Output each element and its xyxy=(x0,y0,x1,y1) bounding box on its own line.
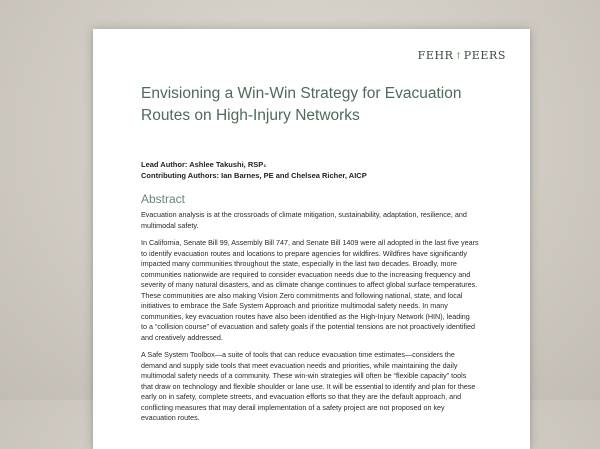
paragraph-line: conflicting measures that may derail implementation of a safety project are not proposed on key xyxy=(141,402,445,412)
paragraph-line: early on in safety, complete streets, and evacuation efforts so that they are the default approach, and xyxy=(141,392,462,401)
paragraph-line: to identify evacuation routes and locations to prepare agencies for wildfires. Wildfires have significantly xyxy=(141,248,468,258)
paragraph-line: and creatively addressed. xyxy=(141,332,223,342)
lead-author: Lead Author: Ashlee Takushi, RSP₁ xyxy=(141,160,267,169)
paragraph-line: demand and supply side tools that meet evacuation needs and priorities, while maintaining the daily xyxy=(141,360,458,370)
paragraph-line: that draw on technology and flexible shoulder or lane use. It will be essential to identify and plan for these xyxy=(141,381,476,391)
paragraph-line: evacuation routes. xyxy=(141,413,200,422)
contributing-authors: Contributing Authors: Ian Barnes, PE and Chelsea Richer, AICP xyxy=(141,171,367,180)
logo-word-right: PEERS xyxy=(463,49,506,62)
author-block xyxy=(141,159,367,181)
paragraph-line: impacted many communities throughout the state, especially in the last two decades. Broadly, more xyxy=(141,259,457,268)
title-line-2: Routes on High-Injury Networks xyxy=(141,107,360,124)
paragraph-line: communities nationwide are required to consider evacuation needs due to the increasing frequency and xyxy=(141,269,471,279)
document-page xyxy=(93,29,530,449)
abstract-paragraph xyxy=(141,238,493,343)
paragraph-line: In California, Senate Bill 99, Assembly Bill 747, and Senate Bill 1409 were all adopted in the last five years xyxy=(141,238,479,247)
paragraph-line: Evacuation analysis is at the crossroads of climate mitigation, sustainability, adaptation, resilience, and xyxy=(141,210,467,219)
title-line-1: Envisioning a Win-Win Strategy for Evacuation xyxy=(141,85,462,102)
logo-word-left: FEHR xyxy=(417,49,454,62)
paragraph-line: A Safe System Toolbox—a suite of tools that can reduce evacuation time estimates—considers the xyxy=(141,350,455,359)
paragraph-line: These communities are also making Vision Zero commitments and following national, state, and local xyxy=(141,290,463,300)
paragraph-line: multimodal safety needs of a community. These win-win strategies will often be “flexible capacity” tools xyxy=(141,371,467,380)
abstract-paragraph xyxy=(141,210,493,231)
leaf-icon: ↑ xyxy=(454,52,463,62)
paragraph-line: to a “collision course” of evacuation and safety goals if the potential tensions are not proactively identified xyxy=(141,322,476,331)
abstract-heading: Abstract xyxy=(141,192,186,206)
paragraph-line: severity of many natural disasters, and as climate change continues to affect global surface temperatures. xyxy=(141,280,478,289)
abstract-body xyxy=(141,210,493,431)
paragraph-line: communities, key evacuation routes have also been identified as the High-Injury Network (HIN), leading xyxy=(141,311,470,321)
paragraph-line: initiatives to embrace the Safe System Approach and prioritize multimodal safety needs. In many xyxy=(141,301,448,310)
fehr-peers-logo xyxy=(418,49,506,62)
document-title xyxy=(141,83,501,127)
paragraph-line: multimodal safety. xyxy=(141,220,199,230)
abstract-paragraph xyxy=(141,350,493,424)
